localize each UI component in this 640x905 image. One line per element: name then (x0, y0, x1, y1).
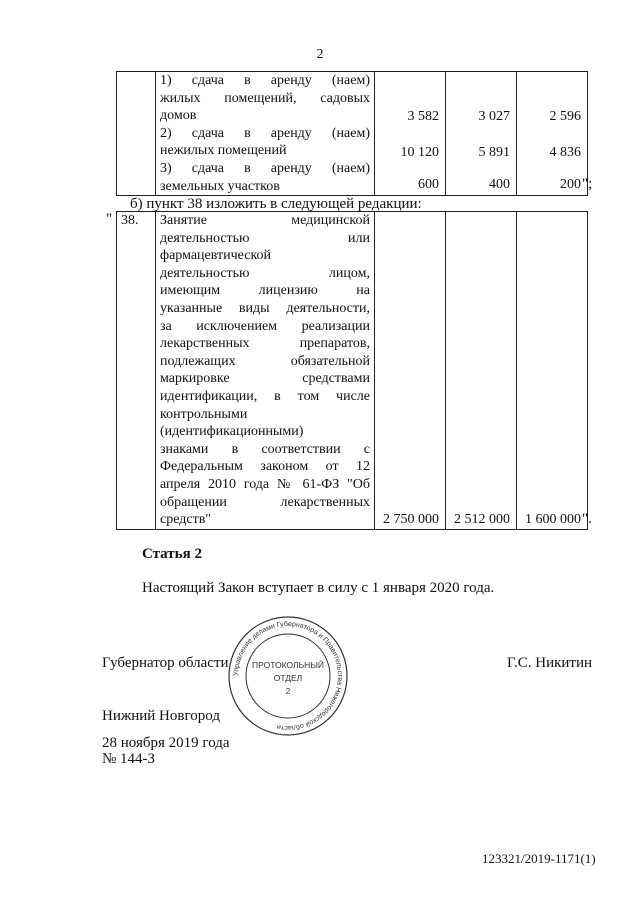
p38-line-2: деятельностью или (160, 230, 370, 246)
item-2-line-2: нежилых помещений (160, 143, 287, 159)
stamp-line-1: ПРОТОКОЛЬНЫЙ (252, 660, 324, 670)
p38-line-1: Занятие медицинской (160, 213, 370, 228)
p38-line-12: контрольными (160, 406, 248, 422)
subpoint-b: б) пункт 38 изложить в следующей редакции: (130, 196, 422, 212)
item-2-value-2: 5 891 (478, 145, 510, 160)
page-number: 2 (316, 47, 324, 62)
empty-number-cell (117, 72, 156, 196)
item-2-value-1: 10 120 (400, 145, 439, 160)
item-2-value-3: 4 836 (549, 145, 581, 160)
point-38-text-cell (156, 212, 375, 530)
p38-line-7: за исключением реализации (160, 318, 370, 334)
p38-line-16: апреля 2010 года № 61-ФЗ "Об (160, 476, 370, 492)
col1-values-cell (375, 72, 446, 196)
item-1-line-1: 1) сдача в аренду (наем) (160, 73, 370, 88)
item-1-value-3: 2 596 (549, 109, 581, 124)
p38-line-6: указанные виды деятельности, (160, 300, 370, 316)
items-cell (156, 72, 375, 196)
document-id: 123321/2019-1171(1) (482, 851, 596, 866)
p38-value-3: 1 600 000 (517, 212, 588, 530)
p38-line-15: Федеральным законом от 12 (160, 459, 370, 475)
p38-line-11: идентификации, в том числе (160, 388, 370, 404)
point-number-cell: 38. (117, 212, 156, 530)
item-1-value-2: 3 027 (478, 109, 510, 124)
item-3-value-1: 600 (418, 177, 439, 192)
col3-values-cell (517, 72, 588, 196)
article-heading: Статья 2 (142, 546, 202, 562)
tax-table-point-38 (116, 211, 588, 530)
item-3-value-3: 200 (560, 177, 581, 192)
col2-values-cell (446, 72, 517, 196)
p38-line-17: обращении лекарственных (160, 494, 370, 510)
item-1-line-2: жилых помещений, садовых (160, 90, 370, 106)
date: 28 ноября 2019 года (102, 735, 230, 751)
law-number: № 144-З (102, 751, 156, 767)
p38-line-5: имеющим лицензию на (160, 283, 370, 299)
p38-line-3: фармацевтической (160, 248, 272, 264)
p38-line-14: знаками в соответствии с (160, 441, 370, 457)
stamp-line-3: 2 (285, 687, 291, 696)
stamp-ring-text: Управление делами Губернатора и Правительства Нижегородской области (232, 620, 344, 732)
p38-value-2: 2 512 000 (446, 212, 517, 530)
item-2-line-1: 2) сдача в аренду (наем) (160, 125, 370, 141)
p38-line-13: (идентификационными) (160, 424, 304, 440)
p38-line-4: деятельностью лицом, (160, 265, 370, 281)
protocol-department-stamp (226, 614, 350, 738)
tax-table-top (116, 71, 588, 196)
city: Нижний Новгород (102, 708, 220, 724)
p38-line-9: подлежащих обязательной (160, 353, 370, 369)
p38-value-1: 2 750 000 (375, 212, 446, 530)
item-3-value-2: 400 (489, 177, 510, 192)
open-quote: " (106, 211, 113, 227)
p38-line-18: средств" (160, 512, 212, 528)
governor-name: Г.С. Никитин (507, 655, 593, 671)
table-top-closing-quote: "; (582, 176, 593, 192)
p38-line-8: лекарственных препаратов, (160, 336, 370, 352)
p38-line-10: маркировке средствами (160, 371, 370, 387)
article-text: Настоящий Закон вступает в силу с 1 января 2020 года. (142, 580, 495, 596)
item-1-value-1: 3 582 (407, 109, 439, 124)
stamp-line-2: ОТДЕЛ (273, 673, 303, 683)
governor-title: Губернатор области (102, 655, 229, 671)
table-38-closing-quote: ". (582, 511, 592, 527)
item-1-line-3: домов (160, 108, 197, 124)
item-3-line-1: 3) сдача в аренду (наем) (160, 160, 370, 176)
item-3-line-2: земельных участков (160, 178, 280, 194)
